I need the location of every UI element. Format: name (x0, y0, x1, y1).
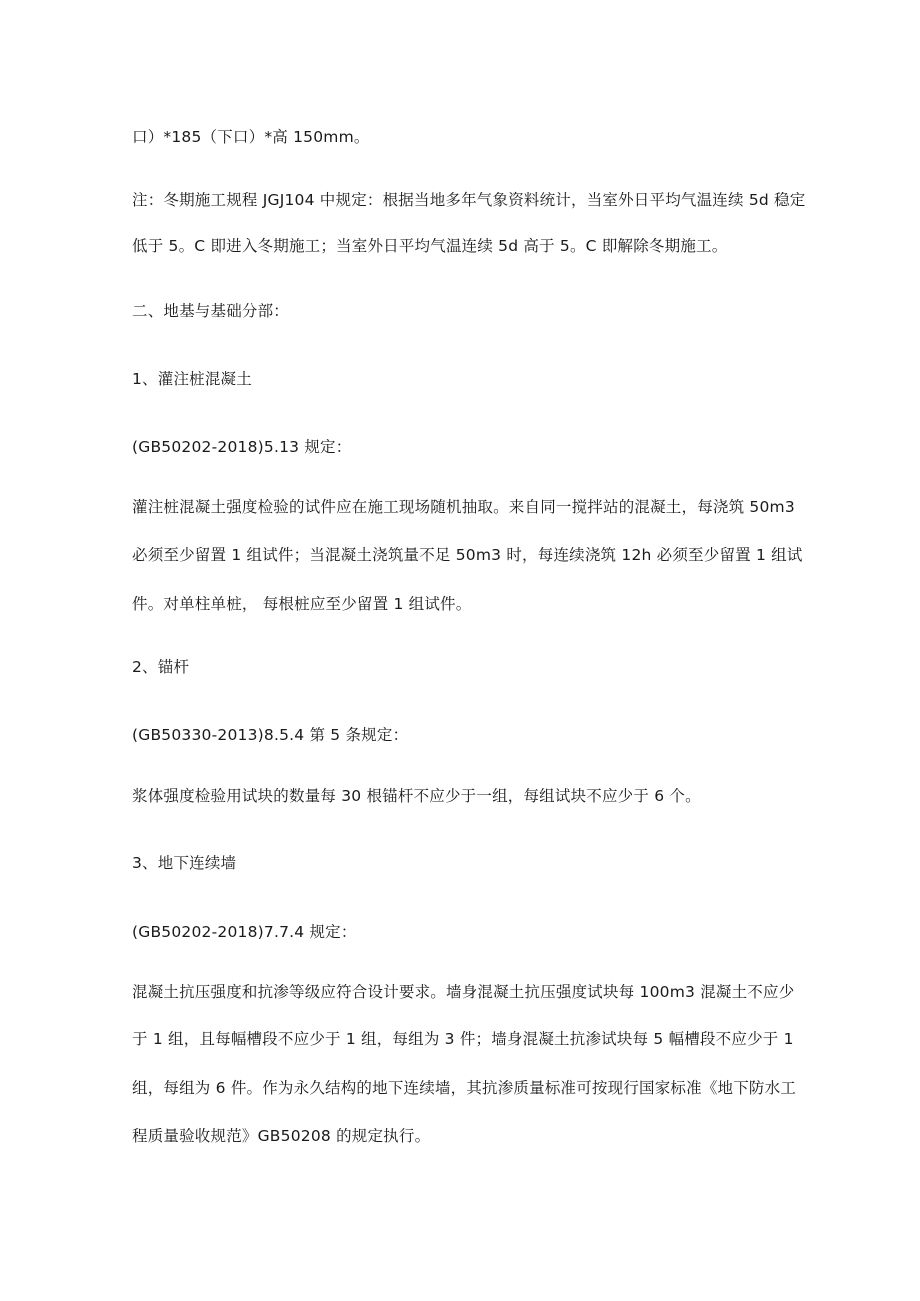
section-heading: 二、地基与基础分部： (132, 302, 290, 320)
item-2-title: 2、锚杆 (132, 658, 190, 676)
item-1-standard: (GB50202-2018)5.13 规定： (132, 438, 352, 456)
item-1-body-line: 灌注桩混凝土强度检验的试件应在施工现场随机抽取。来自同一搅拌站的混凝土，每浇筑 50m3 (132, 498, 795, 516)
note-line-2: 低于 5。C 即进入冬期施工；当室外日平均气温连续 5d 高于 5。C 即解除冬期施工。 (132, 237, 728, 255)
item-3-body-line: 组，每组为 6 件。作为永久结构的地下连续墙，其抗渗质量标准可按现行国家标准《地下防水工 (132, 1079, 797, 1097)
item-2-standard: (GB50330-2013)8.5.4 第 5 条规定： (132, 726, 409, 744)
item-1-body-line: 必须至少留置 1 组试件；当混凝土浇筑量不足 50m3 时，每连续浇筑 12h 必须至少留置 1 组试 (132, 546, 803, 564)
item-1-body-line: 件。对单柱单桩， 每根桩应至少留置 1 组试件。 (132, 595, 472, 613)
item-1-title: 1、灌注桩混凝土 (132, 370, 252, 388)
item-3-title: 3、地下连续墙 (132, 854, 237, 872)
note-line-1: 注：冬期施工规程 JGJ104 中规定：根据当地多年气象资料统计，当室外日平均气温连续 5d 稳定 (132, 191, 806, 209)
item-2-body-line: 浆体强度检验用试块的数量每 30 根锚杆不应少于一组，每组试块不应少于 6 个。 (132, 787, 701, 805)
item-3-body-line: 混凝土抗压强度和抗渗等级应符合设计要求。墙身混凝土抗压强度试块每 100m3 混凝土不应少 (132, 983, 795, 1001)
continuation-line: 口）*185（下口）*高 150mm。 (132, 128, 370, 146)
item-3-standard: (GB50202-2018)7.7.4 规定： (132, 923, 357, 941)
item-3-body-line: 于 1 组，且每幅槽段不应少于 1 组，每组为 3 件；墙身混凝土抗渗试块每 5 幅槽段不应少于 1 (132, 1030, 794, 1048)
item-3-body-line: 程质量验收规范》GB50208 的规定执行。 (132, 1127, 431, 1145)
